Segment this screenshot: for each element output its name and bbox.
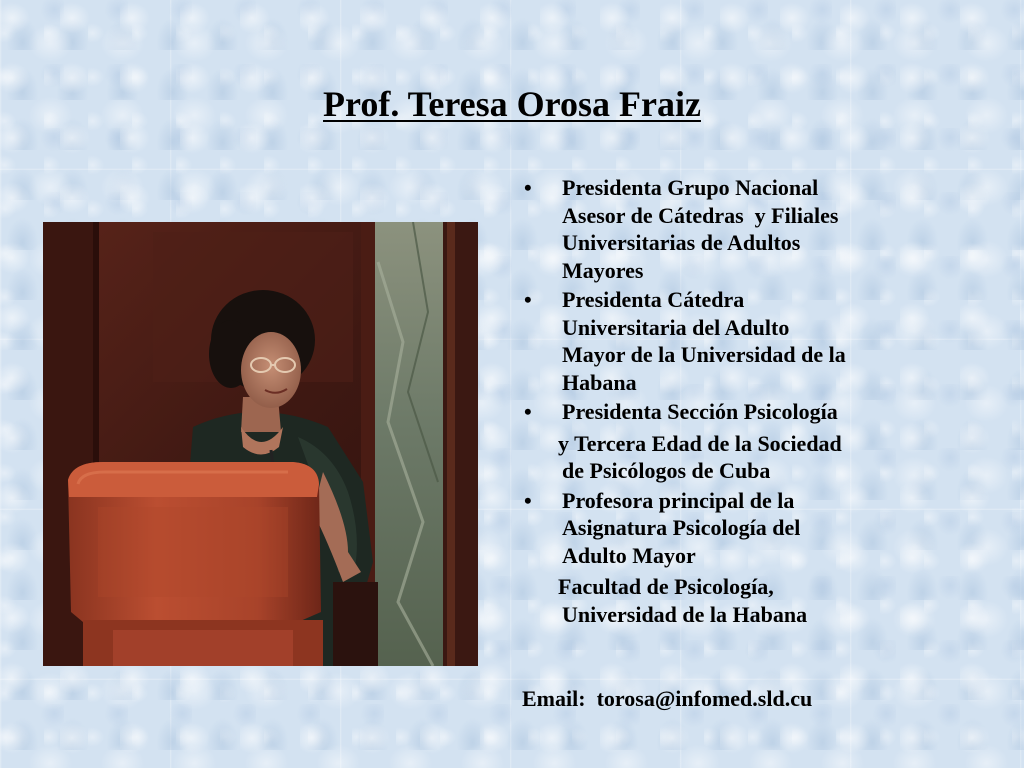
bio-line: Adulto Mayor xyxy=(562,542,696,568)
bullet-icon: • xyxy=(524,399,532,424)
bio-item-profesora xyxy=(522,487,1002,570)
bio-item-seccion-psicologia xyxy=(522,398,1002,426)
bio-line: Habana xyxy=(562,369,637,395)
bio-line: Presidenta Grupo Nacional xyxy=(562,175,819,200)
bio-item-grupo-nacional xyxy=(522,174,1002,284)
bullet-icon: • xyxy=(524,175,532,200)
bio-line: Universidad de la Habana xyxy=(562,601,808,627)
bio-list xyxy=(522,174,1002,630)
bio-line: Universitaria del Adulto xyxy=(562,314,790,340)
bio-line: Asignatura Psicología del xyxy=(562,515,801,540)
bio-item-continuation-sociedad xyxy=(522,430,1002,485)
bio-line: Mayor de la Universidad de la xyxy=(562,342,846,367)
speaker-photo-image xyxy=(43,222,478,666)
slide-title: Prof. Teresa Orosa Fraiz xyxy=(323,84,701,124)
bullet-icon: • xyxy=(524,287,532,312)
bio-line: Presidenta Cátedra xyxy=(562,287,745,312)
bio-item-catedra xyxy=(522,286,1002,396)
bio-line: y Tercera Edad de la Sociedad xyxy=(558,430,842,456)
email-line xyxy=(522,685,812,712)
bullet-icon: • xyxy=(524,487,532,513)
bio-line: Universitarias de Adultos xyxy=(562,230,801,255)
email-address[interactable]: torosa@infomed.sld.cu xyxy=(596,686,813,711)
bio-line: Mayores xyxy=(562,257,644,283)
bio-line: de Psicólogos de Cuba xyxy=(562,458,771,483)
email-label: Email: xyxy=(522,686,586,711)
bio-line: Presidenta Sección Psicología xyxy=(562,399,838,424)
bio-item-continuation-facultad xyxy=(522,573,1002,628)
bio-line: Profesora principal de la xyxy=(562,487,795,513)
bio-line: Facultad de Psicología, xyxy=(558,574,774,599)
bio-line: Asesor de Cátedras y Filiales xyxy=(562,202,839,228)
speaker-photo xyxy=(43,222,478,666)
